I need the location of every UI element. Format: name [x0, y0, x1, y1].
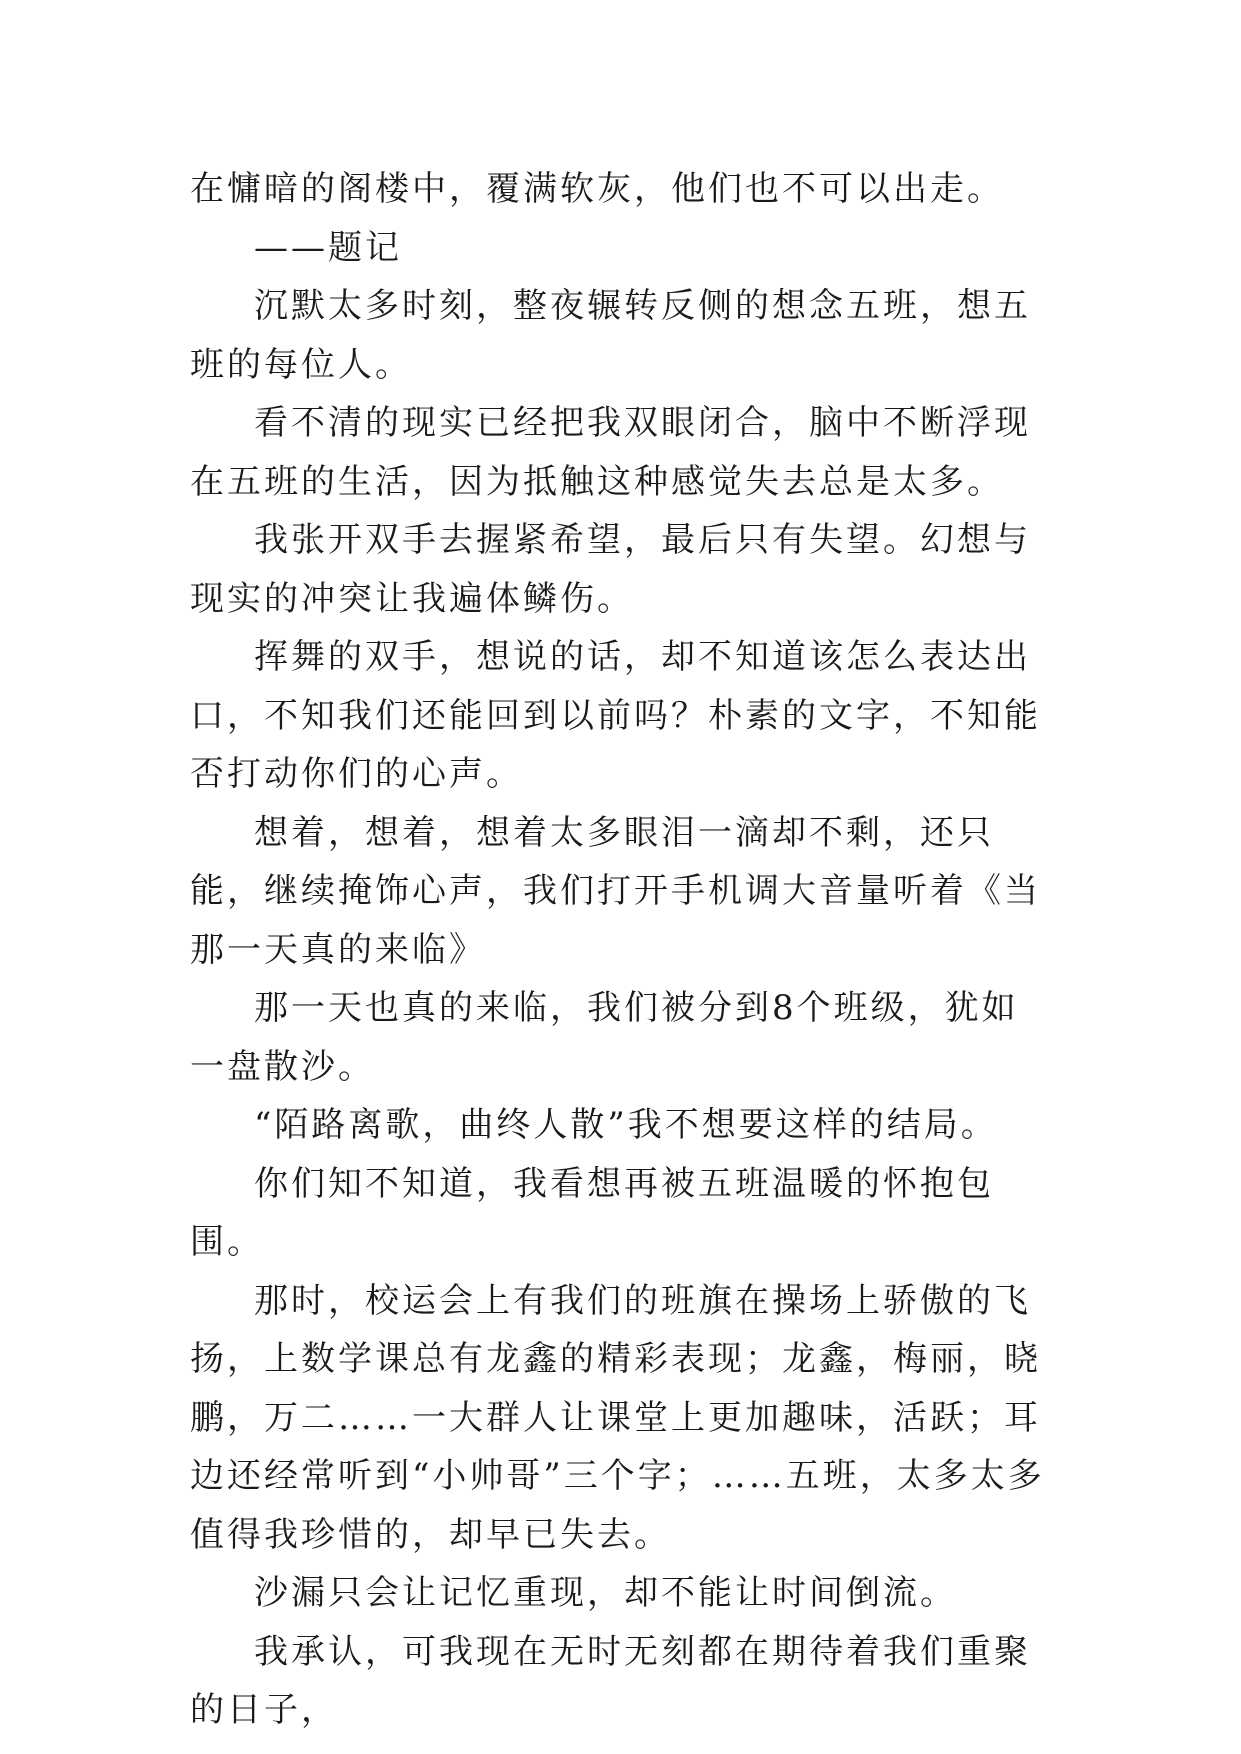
paragraph: 沉默太多时刻，整夜辗转反侧的想念五班，想五班的每位人。 — [190, 286, 1031, 385]
paragraph: 挥舞的双手，想说的话，却不知道该怎么表达出口，不知我们还能回到以前吗？朴素的文字，不知能否打动你们的心声。 — [190, 637, 1041, 794]
paragraph-opening: 在慵暗的阁楼中，覆满软灰，他们也不可以出走。 — [190, 169, 1004, 209]
paragraph: 我张开双手去握紧希望，最后只有失望。幻想与现实的冲突让我遍体鳞伤。 — [190, 520, 1031, 619]
paragraph: 想着，想着，想着太多眼泪一滴却不剩，还只能，继续掩饰心声，我们打开手机调大音量听着《当那一天真的来临》 — [190, 812, 1041, 970]
paragraph: 那一天也真的来临，我们被分到8个班级，犹如一盘散沙。 — [190, 988, 1019, 1087]
paragraph-epigraph-attribution: ——题记 — [254, 227, 402, 268]
paragraph: 沙漏只会让记忆重现，却不能让时间倒流。 — [254, 1573, 957, 1613]
paragraph: 那时，校运会上有我们的班旗在操场上骄傲的飞扬，上数学课总有龙鑫的精彩表现；龙鑫，梅丽，晓鹏，万二……一大群人让课堂上更加趣味，活跃；耳边还经常听到“小帅哥”三个字；……五班，太多太多值得我珍惜的，却早已失去。 — [190, 1280, 1045, 1555]
essay-body — [190, 160, 1050, 1740]
paragraph: 你们知不知道，我看想再被五班温暖的怀抱包围。 — [190, 1163, 994, 1262]
paragraph: 看不清的现实已经把我双眼闭合，脑中不断浮现在五班的生活，因为抵触这种感觉失去总是太多。 — [190, 403, 1031, 502]
paragraph: 我承认，可我现在无时无刻都在期待着我们重聚的日子， — [190, 1631, 1031, 1730]
paragraph: “陌路离歌，曲终人散”我不想要这样的结局。 — [254, 1105, 998, 1145]
